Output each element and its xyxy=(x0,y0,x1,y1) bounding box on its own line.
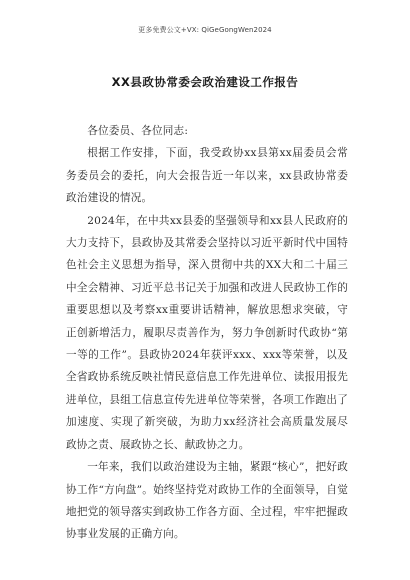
summary-paragraph: 2024年，在中共xx县委的坚强领导和xx县人民政府的大力支持下，县政协及其常委会坚持以习近平新时代中国特色社会主义思想为指导，深入贯彻中共的XX大和二十届三中全会精神、习近平总书记关于加强和改进人民政协工作的重要思想以及考察xx重要讲话精神，解放思想求突破，守正创新增活力，履职尽责善作为，努力争创新时代政协“第一等的工作”。县政协2024年获评xxx、xxx等荣誉，以及全省政协系统反映社情民意信息工作先进单位、读报用报先进单位，县组工信息宣传先进单位等荣誉，各项工作跑出了加速度、实现了新突破，为助力xx经济社会高质量发展尽政协之责、展政协之长、献政协之力。 xyxy=(66,214,348,451)
header-note: 更多免费公文+VX: QiGeGongWen2024 xyxy=(138,26,272,34)
document-title: XX县政协常委会政治建设工作报告 xyxy=(111,75,299,89)
document-body xyxy=(66,120,348,546)
salutation-paragraph: 各位委员、各位同志: xyxy=(87,125,189,137)
political-building-paragraph: 一年来，我们以政治建设为主轴，紧跟“核心”，把好政协工作“方向盘”。始终坚持党对政协工作的全面领导，自觉地把党的领导落实到政协工作各方面、全过程，牢牢把握政协事业发展的正确方向。 xyxy=(66,461,348,541)
intro-paragraph: 根据工作安排，下面，我受政协xx县第xx届委员会常务委员会的委托，向大会报告近一年以来，xx县政协常委政治建设的情况。 xyxy=(66,147,348,205)
